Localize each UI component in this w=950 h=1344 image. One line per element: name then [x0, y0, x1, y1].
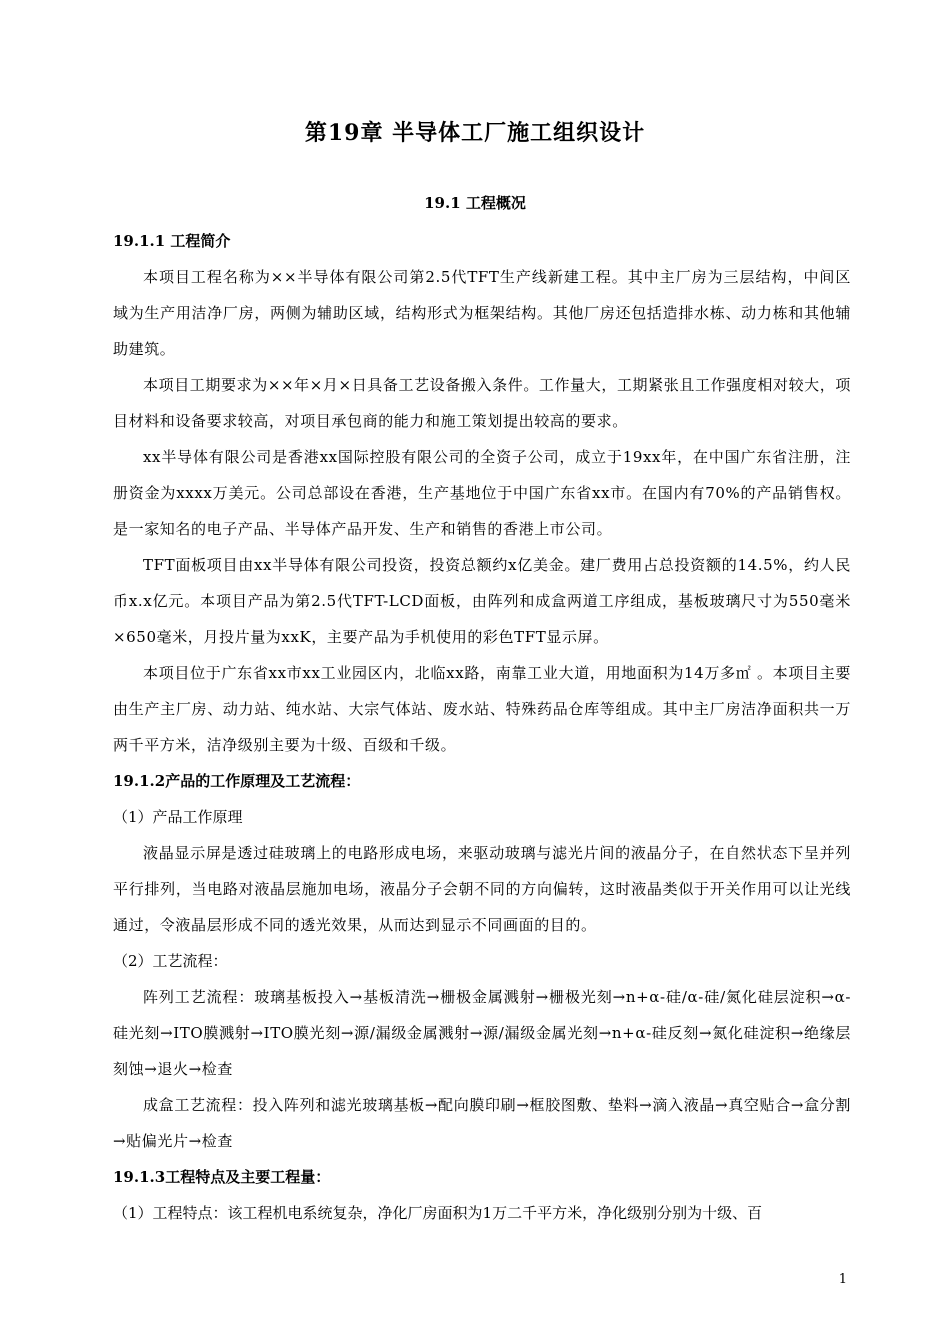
list-item-principle: （1）产品工作原理: [113, 808, 243, 826]
paragraph: 本项目工程名称为××半导体有限公司第2.5代TFT生产线新建工程。其中主厂房为三层结构，中间区域为生产用洁净厂房，两侧为辅助区域，结构形式为框架结构。其他厂房还包括造排水栋、动力栋和其他辅助建筑。: [113, 268, 851, 358]
subsection-heading-principle: 19.1.2产品的工作原理及工艺流程：: [113, 772, 361, 790]
chapter-title: 第19章 半导体工厂施工组织设计: [304, 120, 646, 146]
subsection-heading-features: 19.1.3工程特点及主要工程量：: [113, 1168, 331, 1186]
paragraph: xx半导体有限公司是香港xx国际控股有限公司的全资子公司，成立于19xx年，在中国广东省注册，注册资金为xxxx万美元。公司总部设在香港，生产基地位于中国广东省xx市。在国内有70%的产品销售权。是一家知名的电子产品、半导体产品开发、生产和销售的香港上市公司。: [113, 448, 851, 538]
list-item-features: （1）工程特点：该工程机电系统复杂，净化厂房面积为1万二千平方米，净化级别分别为十级、百: [113, 1204, 763, 1222]
paragraph-cell-process: 成盒工艺流程：投入阵列和滤光玻璃基板→配向膜印刷→框胶图敷、垫料→滴入液晶→真空贴合→盒分割→贴偏光片→检查: [113, 1096, 851, 1150]
page-number: 1: [838, 1272, 847, 1287]
section-title: 19.1 工程概况: [424, 194, 526, 212]
paragraph-array-process: 阵列工艺流程：玻璃基板投入→基板清洗→栅极金属溅射→栅极光刻→n+α-硅/α-硅/氮化硅层淀积→α-硅光刻→ITO膜溅射→ITO膜光刻→源/漏级金属溅射→源/漏级金属光刻→n+α-硅反刻→氮化硅淀积→绝缘层刻蚀→退火→检查: [113, 988, 851, 1078]
subsection-heading-overview: 19.1.1 工程简介: [113, 232, 231, 250]
list-item-process: （2）工艺流程：: [113, 952, 228, 970]
document-body: [113, 223, 851, 1231]
paragraph: 本项目工期要求为××年×月×日具备工艺设备搬入条件。工作量大，工期紧张且工作强度相对较大，项目材料和设备要求较高，对项目承包商的能力和施工策划提出较高的要求。: [113, 376, 851, 430]
paragraph: 液晶显示屏是透过硅玻璃上的电路形成电场，来驱动玻璃与滤光片间的液晶分子，在自然状态下呈并列平行排列，当电路对液晶层施加电场，液晶分子会朝不同的方向偏转，这时液晶类似于开关作用可以让光线通过，令液晶层形成不同的透光效果，从而达到显示不同画面的目的。: [113, 844, 851, 934]
paragraph: 本项目位于广东省xx市xx工业园区内，北临xx路，南靠工业大道，用地面积为14万多㎡ 。本项目主要由生产主厂房、动力站、纯水站、大宗气体站、废水站、特殊药品仓库等组成。其中主厂房洁净面积共一万两千平方米，洁净级别主要为十级、百级和千级。: [113, 664, 851, 754]
paragraph: TFT面板项目由xx半导体有限公司投资，投资总额约x亿美金。建厂费用占总投资额的14.5%，约人民币x.x亿元。本项目产品为第2.5代TFT-LCD面板，由阵列和成盒两道工序组成，基板玻璃尺寸为550毫米×650毫米，月投片量为xxK，主要产品为手机使用的彩色TFT显示屏。: [113, 556, 851, 646]
